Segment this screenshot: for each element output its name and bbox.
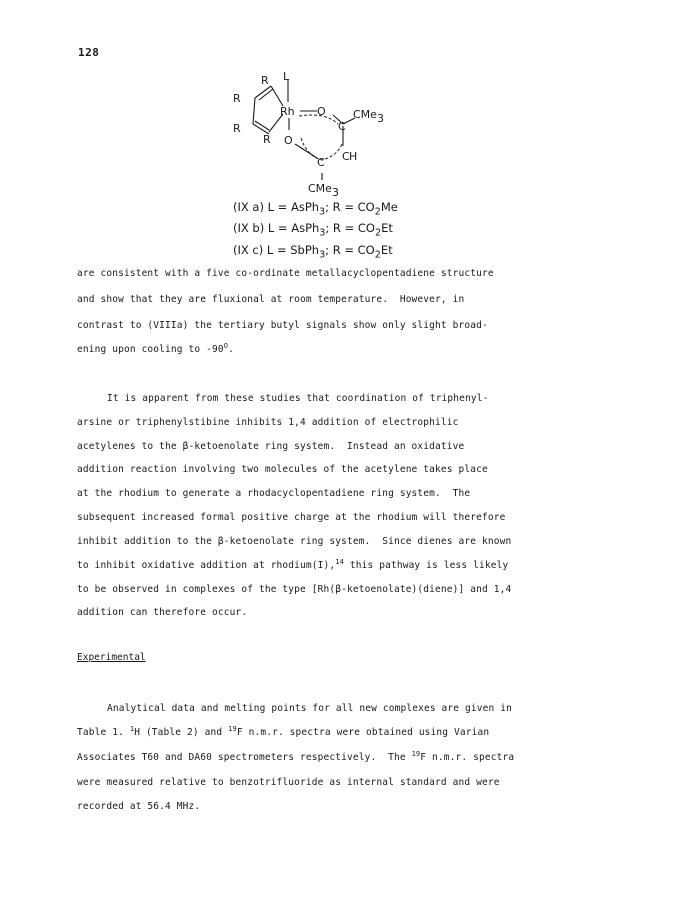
hydrogen-atom-label: H [349, 150, 358, 163]
body-text-line: It is apparent from these studies that coordination of triphenyl- [107, 393, 489, 404]
carbon-atom-label-1: C [338, 120, 346, 133]
subscript-3-bottom: 3 [332, 186, 339, 198]
body-text-line: are consistent with a five co-ordinate metallacyclopentadiene structure [77, 268, 494, 279]
tert-butyl-label-bottom: CMe [308, 182, 332, 195]
body-text-line: were measured relative to benzotrifluoride as internal standard and were [77, 777, 500, 788]
rhodium-atom-label: Rh [280, 105, 295, 118]
substituent-R-label-4: R [263, 133, 271, 146]
body-text-line: arsine or triphenylstibine inhibits 1,4 addition of electrophilic [77, 417, 459, 428]
substituent-R-label-3: R [233, 122, 241, 135]
body-text-line: Table 1. $^1$H (Table 2) and $^{19}$F n.m.r. spectra were obtained using Varian [77, 725, 490, 738]
section-heading-experimental: Experimental [77, 652, 146, 663]
body-text-line: ening upon cooling to $-90^O$. [77, 342, 234, 355]
body-text-line: and show that they are fluxional at room temperature. However, in [77, 294, 465, 305]
oxygen-atom-label-2: O [284, 134, 293, 147]
page-number: 128 [78, 46, 100, 59]
body-text-line: to inhibit oxidative addition at rhodium(I),$^{14}$ this pathway is less likely [77, 558, 509, 571]
compound-IXa: (IX a) L = AsPh$_3$; $R = CO_2Me$ [233, 200, 398, 218]
body-text-line: recorded at 56.4 MHz. [77, 801, 201, 812]
body-text-line: subsequent increased formal positive charge at the rhodium will therefore [77, 512, 506, 523]
carbon-atom-label-2: C [317, 156, 325, 169]
subscript-3-top: 3 [377, 112, 384, 125]
compound-definitions [233, 199, 398, 263]
body-text-line: Associates T60 and DA60 spectrometers respectively. The $^{19}$F n.m.r. spectra [77, 750, 515, 763]
body-text-line: inhibit addition to the β-ketoenolate ring system. Since dienes are known [77, 536, 512, 547]
citation-superscript: 14 [335, 558, 344, 566]
rhodacycle-structure-diagram [225, 68, 445, 198]
compound-IXb: (IX b) L = AsPh$_3$; $R = CO_2Et$ [233, 221, 393, 239]
body-text-line: addition reaction involving two molecules of the acetylene takes place [77, 464, 488, 475]
carbon-atom-label-3: C [342, 150, 350, 163]
tert-butyl-label-top: CMe [353, 108, 377, 121]
body-text-line: to be observed in complexes of the type [Rh(β-ketoenolate)(diene)] and 1,4 [77, 584, 512, 595]
body-text-line: contrast to (VIIIa) the tertiary butyl signals show only slight broad- [77, 320, 488, 331]
substituent-R-label-2: R [233, 92, 241, 105]
oxygen-atom-label-1: O [317, 105, 326, 118]
compound-IXc: (IX c) L = SbPh$_3$; $R = CO_2Et$ [233, 242, 393, 260]
body-text-line: acetylenes to the β-ketoenolate ring system. Instead an oxidative [77, 441, 465, 452]
ligand-L-label: L [283, 70, 290, 83]
body-text-line: addition can therefore occur. [77, 607, 248, 618]
body-text-line: Analytical data and melting points for all new complexes are given in [107, 703, 512, 714]
body-text-line: at the rhodium to generate a rhodacyclopentadiene ring system. The [77, 488, 471, 499]
substituent-R-label-1: R [261, 74, 269, 87]
